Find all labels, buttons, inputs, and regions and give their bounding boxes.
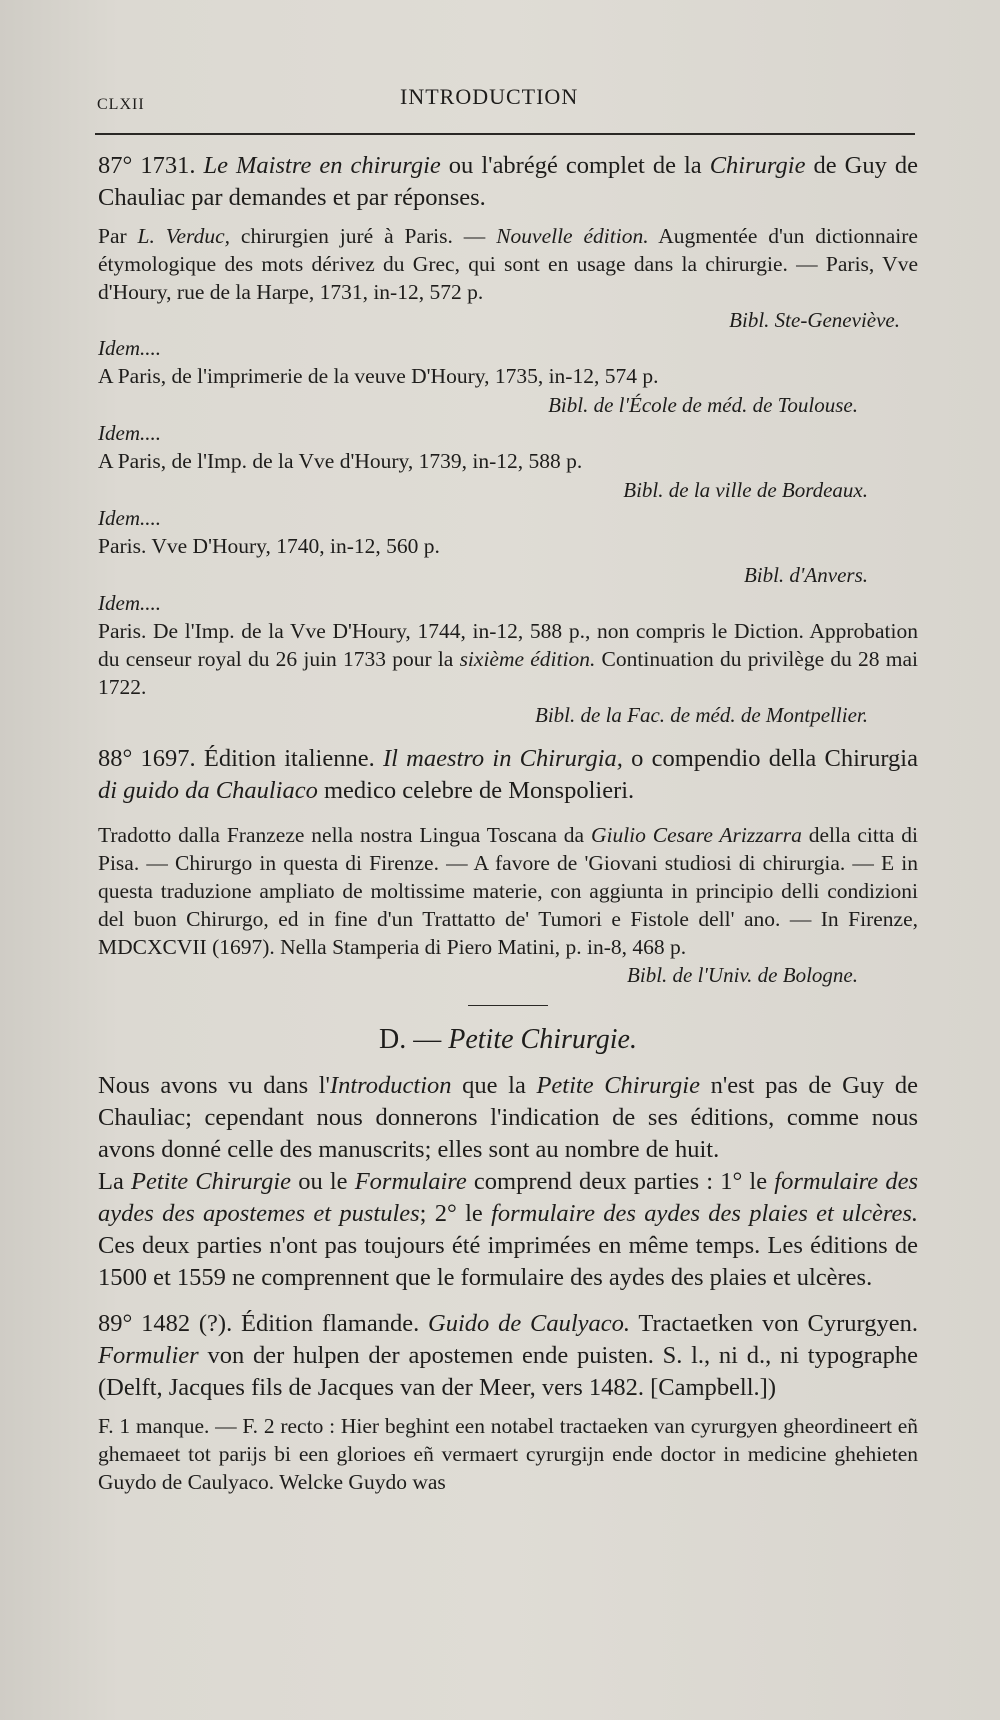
intro-paragraph-2: La Petite Chirurgie ou le Formulaire comprend deux parties : 1° le formulaire des aydes des apostemes et pustules; 2° le formulaire des aydes des plaies et ulcères. Ces deux parties n'ont pas toujours été imprimées en même temps. Les éditions de 1500 et 1559 ne comprennent que le formulaire des aydes des plaies et ulcères. xyxy=(98,1168,919,1291)
intro-paragraph-1: Nous avons vu dans l'Introduction que la Petite Chirurgie n'est pas de Guy de Chauliac; cependant nous donnerons l'indication de ses éditions, comme nous avons donné celle des manuscrits; elles sont au nombre de huit. xyxy=(98,1072,919,1163)
entry-87-library-2: Bibl. de l'École de méd. de Toulouse. xyxy=(548,393,858,417)
entry-87-library-4: Bibl. d'Anvers. xyxy=(743,563,868,587)
entry-87-idem-3: Idem.... xyxy=(98,506,161,530)
running-header xyxy=(0,84,1000,118)
entry-88-library: Bibl. de l'Univ. de Bologne. xyxy=(627,963,858,987)
section-separator xyxy=(468,1005,548,1006)
entry-89-description: F. 1 manque. — F. 2 recto : Hier beghint een notabel tractaeken van cyrurgyen gheordineert eñ ghemaeet tot parijs bi een glorioes eñ vermaert cyrurgijn ende doctor in medicine ghehieten Guydo de Caulyaco. Welcke Guydo was xyxy=(98,1414,918,1494)
section-d-heading: D. — Petite Chirurgie. xyxy=(379,1024,637,1055)
entry-89-heading: 89° 1482 (?). Édition flamande. Guido de Caulyaco. Tractaetken von Cyrurgyen. Formulier von der hulpen der apostemen ende puisten. S. l., ni d., ni typographe (Delft, Jacques fils de Jacques van der Meer, vers 1482. [Campbell.]) xyxy=(98,1310,918,1401)
entry-87-description: Par L. Verduc, chirurgien juré à Paris. — Nouvelle édition. Augmentée d'un dictionnaire étymologique des mots dérivez du Grec, qui sont en usage dans la chirurgie. — Paris, Vve d'Houry, rue de la Harpe, 1731, in-12, 572 p. xyxy=(98,224,918,304)
entry-87-idem-2: Idem.... xyxy=(98,421,161,445)
page-body xyxy=(98,150,918,1496)
entry-87-idem-1: Idem.... xyxy=(98,336,161,360)
entry-87-library-3: Bibl. de la ville de Bordeaux. xyxy=(623,478,868,502)
entry-87-heading: 87° 1731. Le Maistre en chirurgie ou l'abrégé complet de la Chirurgie de Guy de Chauliac par demandes et par réponses. xyxy=(98,152,918,211)
entry-88-description: Tradotto dalla Franzeze nella nostra Lingua Toscana da Giulio Cesare Arizzarra della citta di Pisa. — Chirurgo in questa di Firenze. — A favore de 'Giovani studiosi di chirurgia. — E in questa traduzione ampliato de moltissime materie, con aggiunta in principio delli condizioni del buon Chirurgo, ed in fine d'un Trattatto de' Tumori e Fistole dell' ano. — In Firenze, MDCXCVII (1697). Nella Stamperia di Piero Matini, p. in-8, 468 p. xyxy=(98,823,918,959)
entry-87-edition-4: Paris. Vve D'Houry, 1740, in-12, 560 p. xyxy=(98,534,440,558)
running-title: INTRODUCTION xyxy=(400,84,579,109)
page-number: CLXII xyxy=(97,96,145,113)
entry-87-edition-2: A Paris, de l'imprimerie de la veuve D'Houry, 1735, in-12, 574 p. xyxy=(98,364,659,388)
header-rule xyxy=(95,133,915,135)
entry-88-heading: 88° 1697. Édition italienne. Il maestro in Chirurgia, o compendio della Chirurgia di guido da Chauliaco medico celebre de Monspolieri. xyxy=(98,745,918,804)
entry-87-edition-3: A Paris, de l'Imp. de la Vve d'Houry, 1739, in-12, 588 p. xyxy=(98,449,583,473)
entry-87-idem-4: Idem.... xyxy=(98,591,161,615)
entry-87-library-5: Bibl. de la Fac. de méd. de Montpellier. xyxy=(535,703,868,727)
entry-87-edition-5: Paris. De l'Imp. de la Vve D'Houry, 1744, in-12, 588 p., non compris le Diction. Approbation du censeur royal du 26 juin 1733 pour la sixième édition. Continuation du privilège du 28 mai 1722. xyxy=(98,619,918,699)
entry-87-library-1: Bibl. Ste-Geneviève. xyxy=(729,308,900,332)
